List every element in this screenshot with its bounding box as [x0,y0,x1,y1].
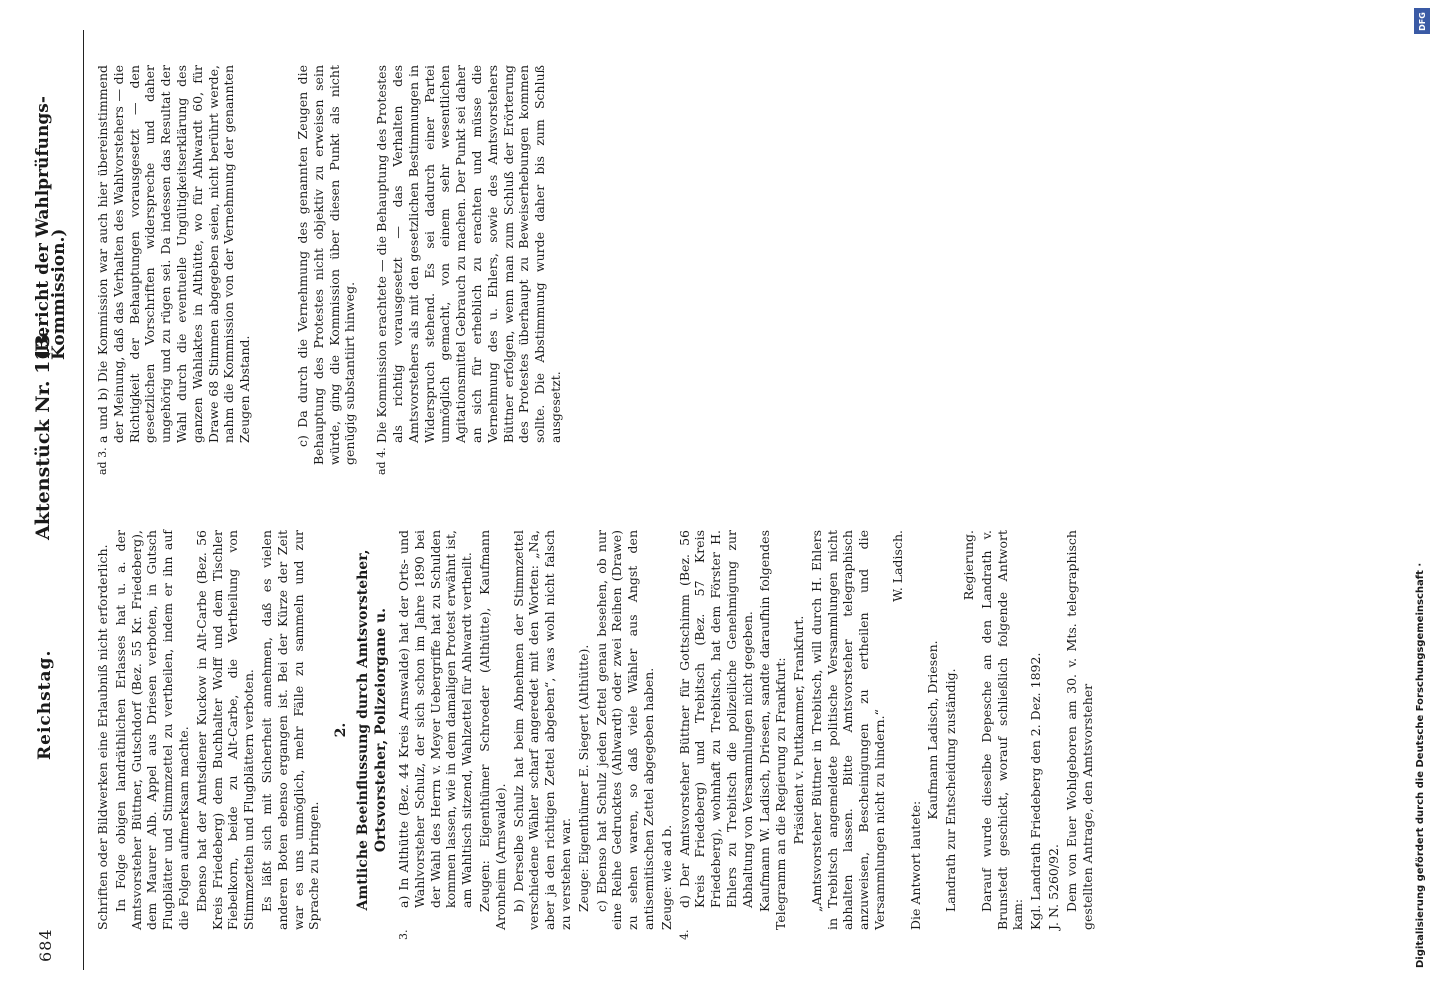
paragraph: a) In Althütte (Bez. 44 Kreis Arnswalde) hat der Orts- und Wahlvorsteher Schulz, der sich schon im Jahre 1890 bei der Wahl des Herrn v. Meyer Uebergriffe hat zu Schulden kommen lassen, wie in dem damaligen Protest erwähnt ist, am Wahltisch sitzend, Wahlzettel für Ahlwardt vertheilt. [395,530,475,908]
margin-strip [1410,0,1432,1000]
entry-3 [395,530,475,940]
paragraph: c) Ebenso hat Schulz jeden Zettel genau besehen, ob nur eine Reihe Gedrucktes (Ahlwardt) oder zwei Reihen (Drawe) zu sehen waren, so daß viele Wähler aus Angst den antisemitischen Zettel abgegeben haben. [593,530,656,930]
spacer [255,65,295,465]
paragraph: Zeuge: wie ad b. [658,824,674,930]
header-bericht: (Bericht der Wahlprüfungs-Kommission.) [33,96,69,360]
paragraph: a und b) Die Kommission war auch hier übereinstimmend der Meinung, daß das Verhalten des Wahlvorstehers — die Richtigkeit der Behauptungen vorausgesetzt — den gesetzlichen Vorschriften widerspreche und daher ungehörig und zu rügen sei. Da indessen das Resultat der Wahl durch die eventuelle Ungültigkeitserklärung des ganzen Wahlaktes in Althütte, wo für Ahlwardt 60, für Drawe 68 Stimmen abgegeben seien, nicht berührt werde, nahm die Kommission von der Vernehmung der genannten Zeugen Abstand. [95,65,253,443]
entry-label: ad 4. [375,447,389,475]
signature: Regierung. [961,530,977,601]
paragraph: Schriften oder Bildwerken eine Erlaubniß nicht erforderlich. [95,544,110,930]
paragraph: d) Der Amtsvorsteher Büttner für Gottschimm (Bez. 56 Kreis Friedeberg) und Trebitsch (Bez. 57 Kreis Friedeberg), wohnhaft zu Trebitsch, hat dem Förster H. Ehlers zu Trebitsch die polizeiliche Genehmigung zur Abhaltung von Versammlungen nicht gegeben. [676,530,755,908]
page-number: 684 [36,928,55,962]
spacer [360,65,374,465]
left-column [95,530,1097,940]
paragraph: Zeugen: Eigenthümer Schroeder (Althütte), Kaufmann Aronheim (Arnswalde). [476,530,508,930]
section-number: 2. [333,722,350,738]
paragraph: Darauf wurde dieselbe Depesche an den Landrath v. Brunstedt geschickt, worauf schließlich folgende Antwort kam: [978,530,1026,930]
ad-3 [95,65,253,475]
paragraph: Kaufmann W. Ladisch, Driesen, sandte daraufhin folgendes Telegramm an die Regierung zu Frankfurt: [757,530,789,930]
signature: W. Ladisch. [889,530,905,602]
paragraph: Kaufmann Ladisch, Driesen. [925,640,941,820]
header-aktenstueck: Aktenstück Nr. 113. [32,327,54,540]
paragraph: Präsident v. Puttkammer, Frankfurt. [791,615,807,845]
entry-4 [676,530,756,940]
paragraph: Dem von Euer Wohlgeboren am 30. v. Mts. telegraphisch gestellten Antrage, den Amtsvorsteher [1063,530,1095,930]
entry-label: 3. [396,929,410,940]
paragraph: b) Derselbe Schulz hat beim Abnehmen der Stimmzettel verschiedene Wähler scharf angeredet mit den Worten: „Na, aber ja den richtigen Zettel abgeben“, was wohl nicht falsch zu verstehen war. [510,530,573,930]
paragraph: Landrath zur Entscheidung zuständig. [943,668,959,912]
paragraph: c) Da durch die Vernehmung des genannten Zeugen die Behauptung des Protestes nicht objektiv zu erweisen sein würde, ging die Kommission über diesen Punkt als nicht genügig substantiirt hinweg. [294,65,358,465]
paragraph: Die Antwort lautete: [907,800,923,930]
paragraph: Es läßt sich mit Sicherheit annehmen, daß es vielen anderen Boten ebenso ergangen ist. Bei der Kürze der Zeit war es uns unmöglich, mehr Fälle zu sammeln und zur Sprache zu bringen. [258,530,322,930]
entry-label: 4. [677,929,691,940]
paragraph: Die Kommission erachtete — die Behauptung des Protestes als richtig vorausgesetzt — das Verhalten des Amtsvorstehers als mit den gesetzlichen Bestimmungen in Widerspruch stehend. Es sei dadurch einer Partei unmöglich gemacht, von einem sehr wesentlichen Agitationsmittel Gebrauch zu machen. Der Punkt sei daher an sich für erheblich zu erachten und müsse die Vernehmung des u. Ehlers, sowie des Amtsvorstehers Büttner erfolgen, wenn man zum Schluß der Erörterung des Protestes überhaupt zu Beweiserhebungen kommen sollte. Die Abstimmung wurde daher bis zum Schluß ausgesetzt. [374,65,563,443]
section-title: Amtliche Beeinflussung durch Amtsvorsteher, Ortsvorsteher, Polizeiorgane u. [354,549,389,911]
right-column [95,65,566,475]
paragraph: Ebenso hat der Amtsdiener Kuckow in Alt-Carbe (Bez. 56 Kreis Friedeberg) dem Buchhalter Wolff und dem Tischler Fiebelkorn, beide zu Alt-Carbe, die Vertheilung von Stimmzetteln und Flugblättern verboten. [193,530,257,930]
entry-label: ad 3. [96,447,109,475]
dfg-logo: DFG [1414,8,1430,34]
paragraph: J. N. 5260/92. [1046,844,1062,930]
ad-4 [374,65,564,475]
header-rule [83,30,84,970]
paragraph: In Folge obigen landräthlichen Erlasses hat u. a. der Amtsvorsteher Büttner, Gutschdorf (Bez. 55 Kr. Friedeberg), dem Maurer Alb. Appel aus Driesen verboten, in Gutsch Flugblätter und Stimmzettel zu vertheilen, indem er ihn auf die Folgen aufmerksam machte. [112,530,191,930]
digitization-credit: Digitalisierung gefördert durch die Deutsche Forschungsgemeinschaft · [1415,562,1426,968]
quoted-telegram: „Amtsvorsteher Büttner in Trebitsch, will durch H. Ehlers in Trebitsch angemeldete politische Versammlungen nicht abhalten lassen. Bitte Amtsvorsteher telegraphisch anzuweisen, Bescheinigungen zu ertheilen und die Versammlungen nicht zu hindern.“ [808,530,888,930]
paragraph: Zeuge: Eigenthümer E. Siegert (Althütte). [575,644,591,912]
header-reichstag: Reichstag. [35,649,55,760]
paragraph: Kgl. Landrath Friedeberg den 2. Dez. 1892. [1028,652,1044,930]
